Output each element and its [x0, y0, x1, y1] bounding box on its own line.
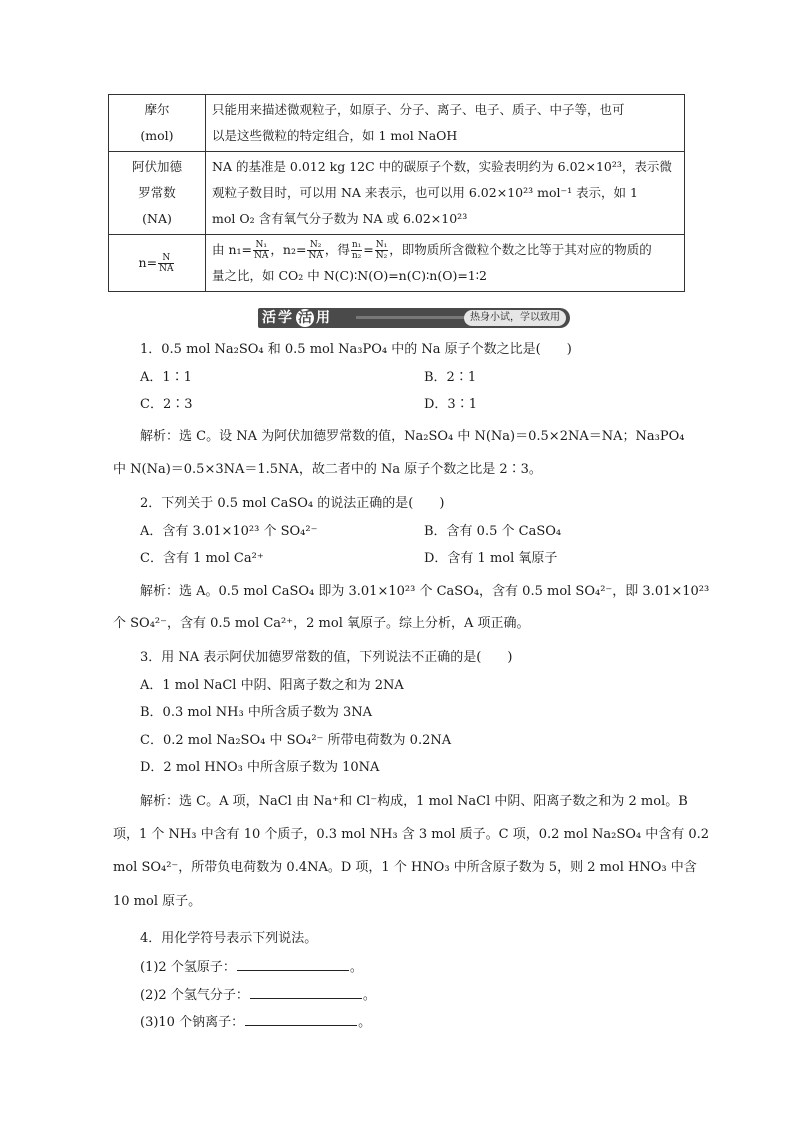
period: 。	[362, 988, 376, 1003]
numerator: N₁	[253, 240, 269, 251]
desc-text: ，n₂=	[270, 242, 307, 257]
question-2: 2．下列关于 0.5 mol CaSO₄ 的说法正确的是( )	[140, 496, 445, 511]
denominator: N₂	[375, 251, 388, 261]
table-row	[109, 95, 685, 152]
desc-text: ，即物质所含微粒个数之比等于其对应的物质的	[389, 242, 652, 257]
denominator: n₂	[351, 251, 362, 261]
question-4: 4．用化学符号表示下列说法。	[140, 931, 318, 946]
analysis-1-line: 解析：选 C。设 NA 为阿伏加德罗常数的值，Na₂SO₄ 中 N(Na)＝0.5×2NA＝NA；Na₃PO₄	[140, 429, 685, 444]
desc-text: =	[363, 242, 374, 257]
option-c: C．含有 1 mol Ca²⁺	[140, 551, 264, 566]
desc-line: 量之比，如 CO₂ 中 N(C)∶N(O)=n(C)∶n(O)=1∶2	[212, 268, 487, 283]
desc-line: NA 的基准是 0.012 kg 12C 中的碳原子个数，实验表明约为 6.02×10²³，表示微	[212, 159, 672, 174]
banner-stripe	[356, 316, 476, 319]
desc-line	[212, 237, 678, 263]
term-line: (mol)	[140, 128, 174, 143]
term-line: (NA)	[142, 211, 172, 226]
analysis-3-line: mol SO₄²⁻，所带负电荷数为 0.4NA。D 项，1 个 HNO₃ 中所含原子数为 5，则 2 mol HNO₃ 中含	[113, 860, 697, 875]
analysis-3-line: 10 mol 原子。	[113, 894, 202, 909]
definition-table	[108, 94, 685, 292]
table-row	[109, 152, 685, 235]
option-b: B．含有 0.5 个 CaSO₄	[424, 524, 562, 539]
numerator: n₁	[351, 240, 362, 250]
question-3: 3．用 NA 表示阿伏加德罗常数的值，下列说法不正确的是( )	[140, 650, 513, 665]
analysis-1-line: 中 N(Na)＝0.5×3NA＝1.5NA，故二者中的 Na 原子个数之比是 2∶3。	[113, 462, 542, 477]
option-a: A．含有 3.01×10²³ 个 SO₄²⁻	[140, 524, 318, 539]
term-cell	[109, 95, 206, 152]
desc-line: 只能用来描述微观粒子，如原子、分子、离子、电子、质子、中子等，也可	[212, 102, 625, 117]
formula-text: n=	[138, 255, 158, 270]
question-1: 1．0.5 mol Na₂SO₄ 和 0.5 mol Na₃PO₄ 中的 Na 原子个数之比是( )	[140, 342, 572, 357]
desc-line: 观粒子数目时，可以用 NA 来表示，也可以用 6.02×10²³ mol⁻¹ 表示，如 1	[212, 185, 638, 200]
term-cell	[109, 235, 206, 292]
banner-title-part: 用	[316, 310, 332, 326]
fraction	[253, 240, 269, 261]
desc-text: ，得	[324, 242, 350, 257]
fraction	[158, 253, 174, 274]
table-row	[109, 235, 685, 292]
fraction	[307, 240, 323, 261]
option-b: B．2∶1	[424, 370, 477, 385]
denominator: NA	[159, 264, 174, 274]
sub-question-label: (2)2 个氢气分子：	[140, 988, 249, 1003]
period: 。	[349, 960, 363, 975]
option-d: D．含有 1 mol 氧原子	[424, 551, 558, 566]
option-d: D．3∶1	[424, 397, 477, 412]
option-c: C．2∶3	[140, 397, 193, 412]
period: 。	[358, 1015, 372, 1030]
banner-tag: 热身小试，学以致用	[464, 310, 566, 326]
desc-line: mol O₂ 含有氧气分子数为 NA 或 6.02×10²³	[212, 211, 468, 226]
banner-title	[262, 308, 332, 328]
section-banner	[258, 308, 570, 328]
answer-blank[interactable]	[250, 984, 362, 999]
answer-blank[interactable]	[237, 956, 349, 971]
analysis-2-line: 解析：选 A。0.5 mol CaSO₄ 即为 3.01×10²³ 个 CaSO₄，含有 0.5 mol SO₄²⁻，即 3.01×10²³	[140, 584, 710, 599]
sub-question	[140, 984, 376, 1003]
sub-question-label: (1)2 个氢原子：	[140, 960, 236, 975]
numerator: N	[158, 253, 174, 264]
analysis-2-line: 个 SO₄²⁻，含有 0.5 mol Ca²⁺，2 mol 氧原子。综上分析，A 项正确。	[113, 616, 530, 631]
term-cell	[109, 152, 206, 235]
sub-question-label: (3)10 个钠离子：	[140, 1015, 245, 1030]
option-a: A．1∶1	[140, 370, 192, 385]
desc-line: 以是这些微粒的特定组合，如 1 mol NaOH	[212, 128, 458, 143]
analysis-3-line: 解析：选 C。A 项，NaCl 由 Na⁺和 Cl⁻构成，1 mol NaCl 中阴、阳离子数之和为 2 mol。B	[140, 794, 688, 809]
numerator: N₁	[375, 240, 388, 250]
option-c: C．0.2 mol Na₂SO₄ 中 SO₄²⁻ 所带电荷数为 0.2NA	[140, 733, 452, 748]
fraction	[375, 240, 388, 261]
answer-blank[interactable]	[245, 1011, 357, 1026]
term-line: 罗常数	[138, 185, 176, 200]
denominator: NA	[308, 251, 323, 261]
numerator: N₂	[307, 240, 323, 251]
option-d: D．2 mol HNO₃ 中所含原子数为 10NA	[140, 760, 380, 775]
term-line: 摩尔	[144, 102, 170, 117]
term-line: 阿伏加德	[131, 159, 182, 174]
desc-cell	[206, 95, 685, 152]
banner-title-circle: 活	[298, 310, 312, 326]
sub-question	[140, 956, 363, 975]
option-b: B．0.3 mol NH₃ 中所含质子数为 3NA	[140, 705, 373, 720]
desc-text: 由 n₁=	[212, 242, 253, 257]
denominator: NA	[254, 251, 269, 261]
desc-cell	[206, 152, 685, 235]
banner-title-part: 活学	[262, 310, 294, 326]
fraction	[351, 240, 362, 261]
option-a: A．1 mol NaCl 中阴、阳离子数之和为 2NA	[140, 678, 404, 693]
analysis-3-line: 项，1 个 NH₃ 中含有 10 个质子，0.3 mol NH₃ 含 3 mol 质子。C 项，0.2 mol Na₂SO₄ 中含有 0.2	[113, 827, 710, 842]
sub-question	[140, 1011, 371, 1030]
desc-cell	[206, 235, 685, 292]
